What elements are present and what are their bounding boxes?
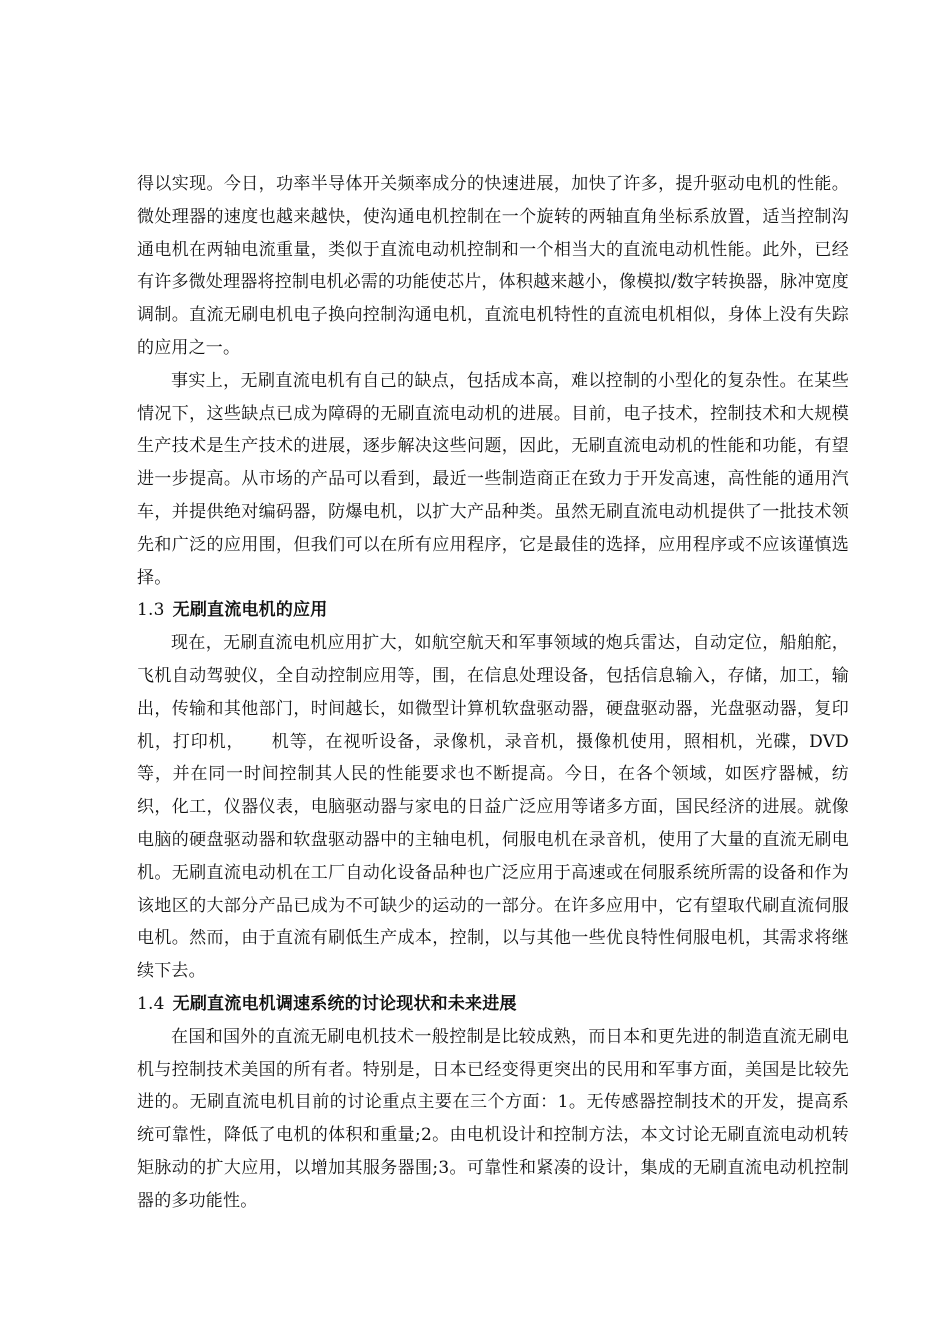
section-title: 无刷直流电机调速系统的讨论现状和未来进展: [172, 993, 517, 1014]
paragraph-applications: 现在，无刷直流电机应用扩大，如航空航天和军事领域的炮兵雷达，自动定位，船舶舵，飞机自动驾驶仪，全自动控制应用等，围，在信息处理设备，包括信息输入，存储，加工，输出，传输和其他部门，时间越长，如微型计算机软盘驱动器，硬盘驱动器，光盘驱动器，复印机，打印机， 机等，在视听设备，录像机，录音机，摄像机使用，照相机，光碟，DVD等，并在同一时间控制其人民的性能要求也不断提高。今日，在各个领域，如医疗器械，纺织，化工，仪器仪表，电脑驱动器与家电的日益广泛应用等诸多方面，国民经济的进展。就像电脑的硬盘驱动器和软盘驱动器中的主轴电机，伺服电机在录音机，使用了大量的直流无刷电机。无刷直流电动机在工厂自动化设备品种也广泛应用于高速或在伺服系统所需的设备和作为该地区的大部分产品已成为不可缺少的运动的一部分。在许多应用中，它有望取代刷直流伺服电机。然而，由于直流有刷低生产成本，控制，以与其他一些优良特性伺服电机，其需求将继续下去。: [137, 633, 849, 982]
paragraph-research-status: 在国和国外的直流无刷电机技术一般控制是比较成熟，而日本和更先进的制造直流无刷电机与控制技术美国的所有者。特别是，日本已经变得更突出的民用和军事方面，美国是比较先进的。无刷直流电机目前的讨论重点主要在三个方面：1。无传感器控制技术的开发，提高系统可靠性，降低了电机的体积和重量;2。由电机设计和控制方法，本文讨论无刷直流电动机转矩脉动的扩大应用，以增加其服务器围;3。可靠性和紧凑的设计，集成的无刷直流电动机控制器的多功能性。: [137, 1026, 849, 1211]
section-heading-1-3: [137, 594, 849, 627]
section-number: 1.4: [137, 993, 165, 1014]
section-number: 1.3: [137, 600, 165, 621]
section-title: 无刷直流电机的应用: [172, 600, 328, 621]
document-body: [137, 168, 849, 1218]
section-heading-1-4: [137, 988, 849, 1021]
paragraph-continuation: 得以实现。今日，功率半导体开关频率成分的快速进展，加快了许多，提升驱动电机的性能。微处理器的速度也越来越快，使沟通电机控制在一个旋转的两轴直角坐标系放置，适当控制沟通电机在两轴电流重量，类似于直流电动机控制和一个相当大的直流电动机性能。此外，已经有许多微处理器将控制电机必需的功能使芯片，体积越来越小，像模拟/数字转换器，脉冲宽度调制。直流无刷电机电子换向控制沟通电机，直流电机特性的直流电机相似，身体上没有失踪的应用之一。: [137, 174, 849, 358]
paragraph-disadvantages: 事实上，无刷直流电机有自己的缺点，包括成本高，难以控制的小型化的复杂性。在某些情况下，这些缺点已成为障碍的无刷直流电动机的进展。目前，电子技术，控制技术和大规模生产技术是生产技术的进展，逐步解决这些问题，因此，无刷直流电动机的性能和功能，有望进一步提高。从市场的产品可以看到，最近一些制造商正在致力于开发高速，高性能的通用汽车，并提供绝对编码器，防爆电机，以扩大产品种类。虽然无刷直流电动机提供了一批技术领先和广泛的应用围，但我们可以在所有应用程序，它是最佳的选择，应用程序或不应该谨慎选择。: [137, 370, 849, 588]
